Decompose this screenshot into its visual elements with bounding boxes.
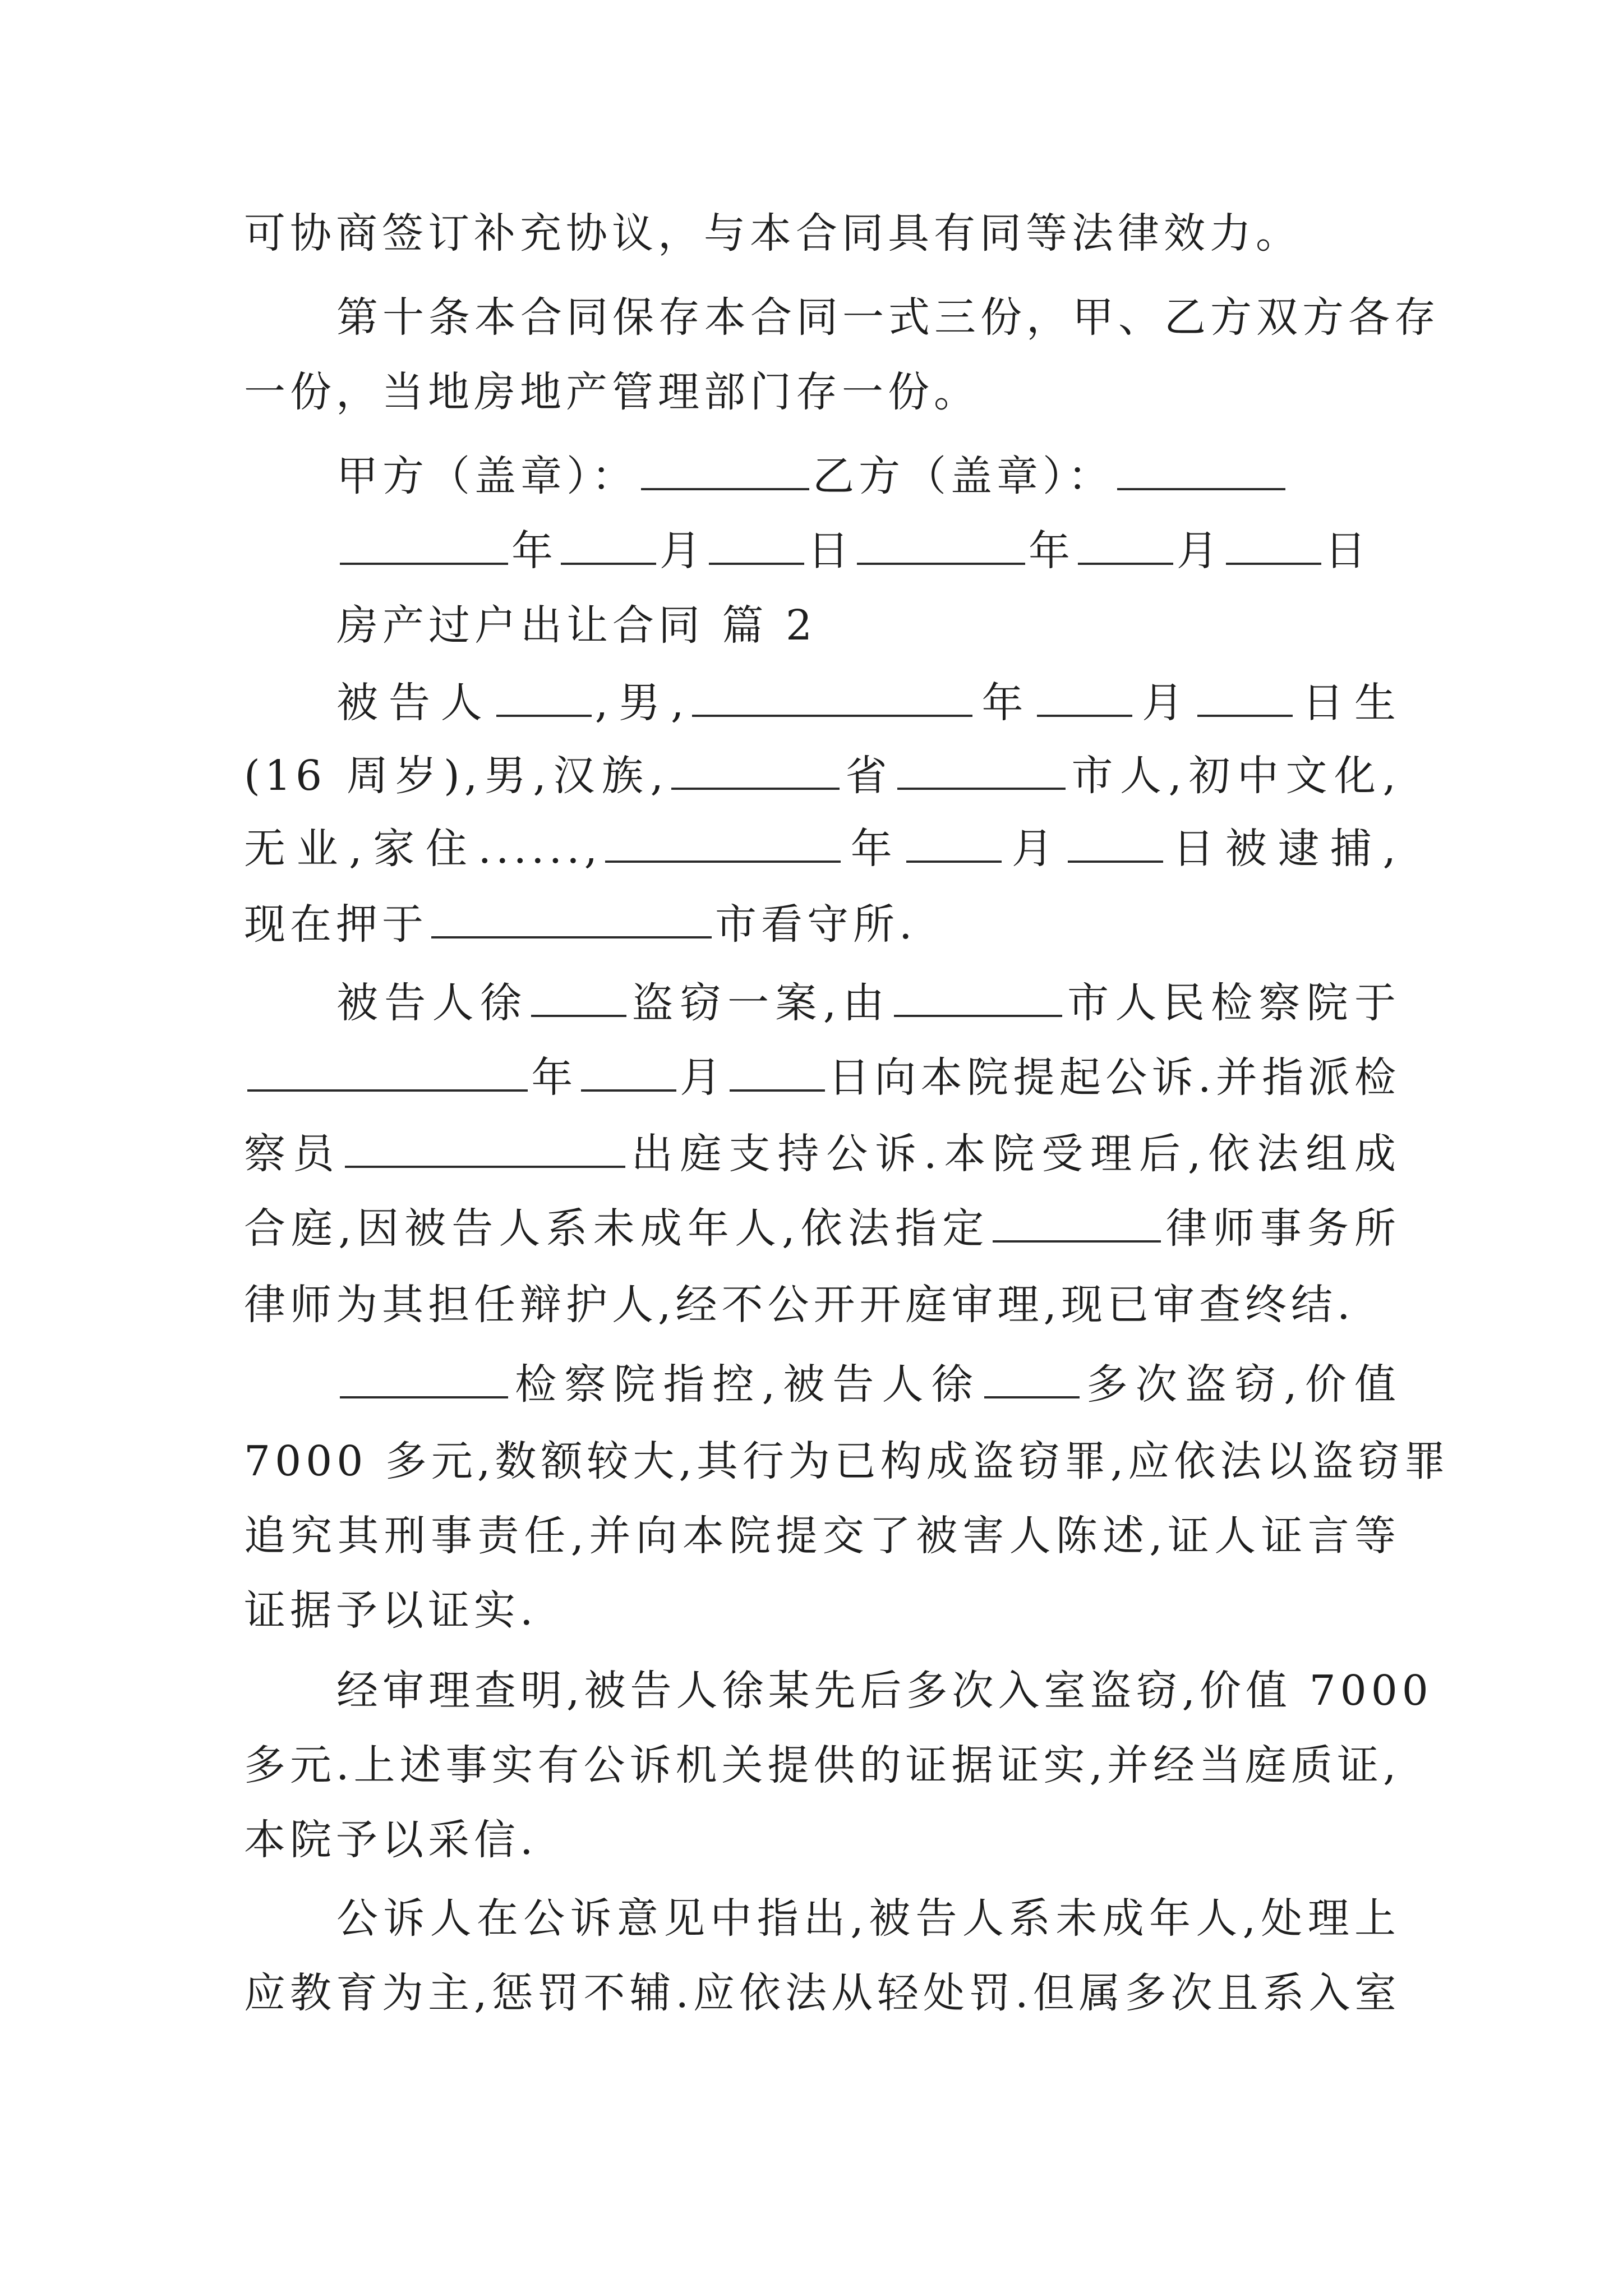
text-line: 律师为其担任辩护人,经不公开开庭审理,现已审查终结. [244,1281,1355,1329]
signature-line [336,449,1289,503]
blank-field [345,1131,625,1168]
blank-field [1226,528,1321,565]
text-line: 检察院指控,被告人徐 多次盗窃,价值 [336,1358,1400,1411]
blank-field [531,980,626,1017]
blank-field [1078,528,1173,565]
date-line [336,524,1371,578]
blank-field [641,453,809,490]
blank-field [730,1055,825,1092]
date-unit: 年 [1029,527,1075,575]
text-line: 追究其刑事责任,并向本院提交了被害人陈述,证人证言等 [244,1512,1400,1560]
blank-field [993,1205,1161,1243]
blank-field [496,680,592,717]
text-line: 被告人 ,男, 年 月 日生 [336,679,1401,727]
blank-field [1037,680,1132,717]
blank-field [431,901,712,938]
text-line: 一份，当地房地产管理部门存一份。 [244,368,980,416]
text-line: 本院予以采信. [244,1816,538,1864]
date-unit: 年 [511,527,557,575]
blank-field [692,680,972,717]
blank-field [857,528,1025,565]
text-line: 年 月 日向本院提起公诉.并指派检 [244,1051,1400,1105]
text-line: 多元.上述事实有公诉机关提供的证据证实,并经当庭质证, [244,1741,1401,1789]
blank-field [247,1055,528,1092]
text-line: 公诉人在公诉意见中指出,被告人系未成年人,处理上 [336,1894,1400,1943]
text-line: 无业,家住......, 年 月 日被逮捕, [244,825,1400,873]
text-line: 现在押于 市看守所. [244,900,917,949]
text-line: 察员 出庭支持公诉.本院受理后,依法组成 [244,1130,1401,1178]
text-line: 经审理查明,被告人徐某先后多次入室盗窃,价值 7000 [336,1667,1433,1715]
text-line: 应教育为主,惩罚不辅.应依法从轻处罚.但属多次且系入室 [244,1969,1401,2017]
blank-field [897,753,1066,790]
blank-field [1197,680,1293,717]
text-line: 第十条本合同保存本合同一式三份，甲、乙方双方各存 [336,293,1440,342]
blank-field [906,826,1002,863]
date-unit: 月 [660,527,706,575]
text-line: 可协商签订补充协议，与本合同具有同等法律效力。 [244,209,1302,257]
text-line: (16 周岁),男,汉族, 省 市人,初中文化, [244,752,1401,800]
blank-field [894,980,1062,1017]
blank-field [605,826,841,863]
blank-field [1117,453,1285,490]
text-line: 7000 多元,数额较大,其行为已构成盗窃罪,应依法以盗窃罪 [244,1437,1450,1485]
blank-field [671,753,840,790]
date-unit: 月 [1177,527,1223,575]
text-line: 证据予以证实. [244,1586,538,1635]
party-a-label: 甲方（盖章）： [336,452,638,500]
blank-field [340,1361,508,1398]
date-unit: 日 [1325,527,1371,575]
blank-field [709,528,804,565]
blank-field [340,528,508,565]
text-line: 被告人徐 盗窃一案,由 市人民检察院于 [336,979,1401,1027]
section-heading: 房产过户出让合同 篇 2 [336,601,817,650]
blank-field [984,1361,1080,1398]
blank-field [561,528,656,565]
text-line: 合庭,因被告人系未成年人,依法指定 律师事务所 [244,1204,1400,1253]
date-unit: 日 [808,527,854,575]
party-b-label: 乙方（盖章）： [813,452,1114,500]
blank-field [1068,826,1163,863]
blank-field [581,1055,676,1092]
